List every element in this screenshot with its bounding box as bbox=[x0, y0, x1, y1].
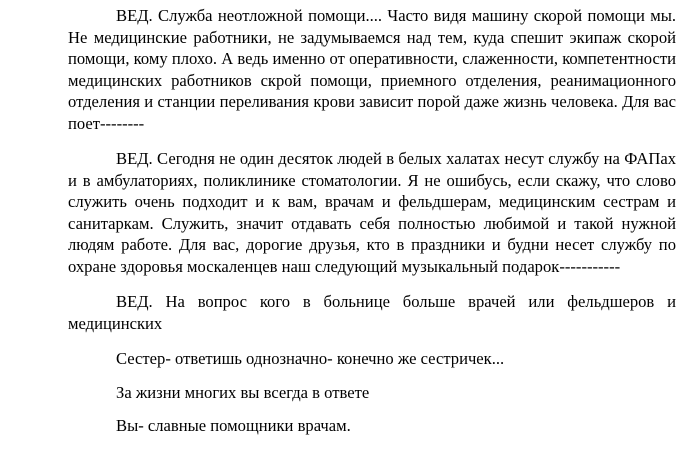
verse-line-1: Сестер- ответишь однозначно- конечно же сестричек... bbox=[116, 349, 505, 368]
paragraph-white-coats: ВЕД. Сегодня не один десяток людей в белых халатах несут службу на ФАПах и в амбулаториях, поликлинике стоматологии. Я не ошибусь, если скажу, что слово служить очень подходит и к вам, врачам и фельдшерам, медицинским сестрам и санитаркам. Служить, значит отдавать себя полностью любимой и такой нужной людям работе. Для вас, дорогие друзья, кто в праздники и будни несет службу по охране здоровья москаленцев наш следующий музыкальный подарок----------- bbox=[68, 149, 676, 276]
verse-line-3: Вы- славные помощники врачам. bbox=[116, 416, 351, 435]
paragraph-question: ВЕД. На вопрос кого в больнице больше врачей или фельдшеров и медицинских bbox=[68, 292, 676, 333]
paragraph-emergency-service: ВЕД. Служба неотложной помощи.... Часто видя машину скорой помощи мы. Не медицинские работники, не задумываемся над тем, куда спешит экипаж скорой помощи, кому плохо. А ведь именно от оперативности, слаженности, компетентности медицинских работников скрой помощи, приемного отделения, реанимационного отделения и станции переливания крови зависит порой даже жизнь человека. Для вас поет-------- bbox=[68, 6, 676, 133]
verse-line-2: За жизни многих вы всегда в ответе bbox=[116, 382, 370, 402]
